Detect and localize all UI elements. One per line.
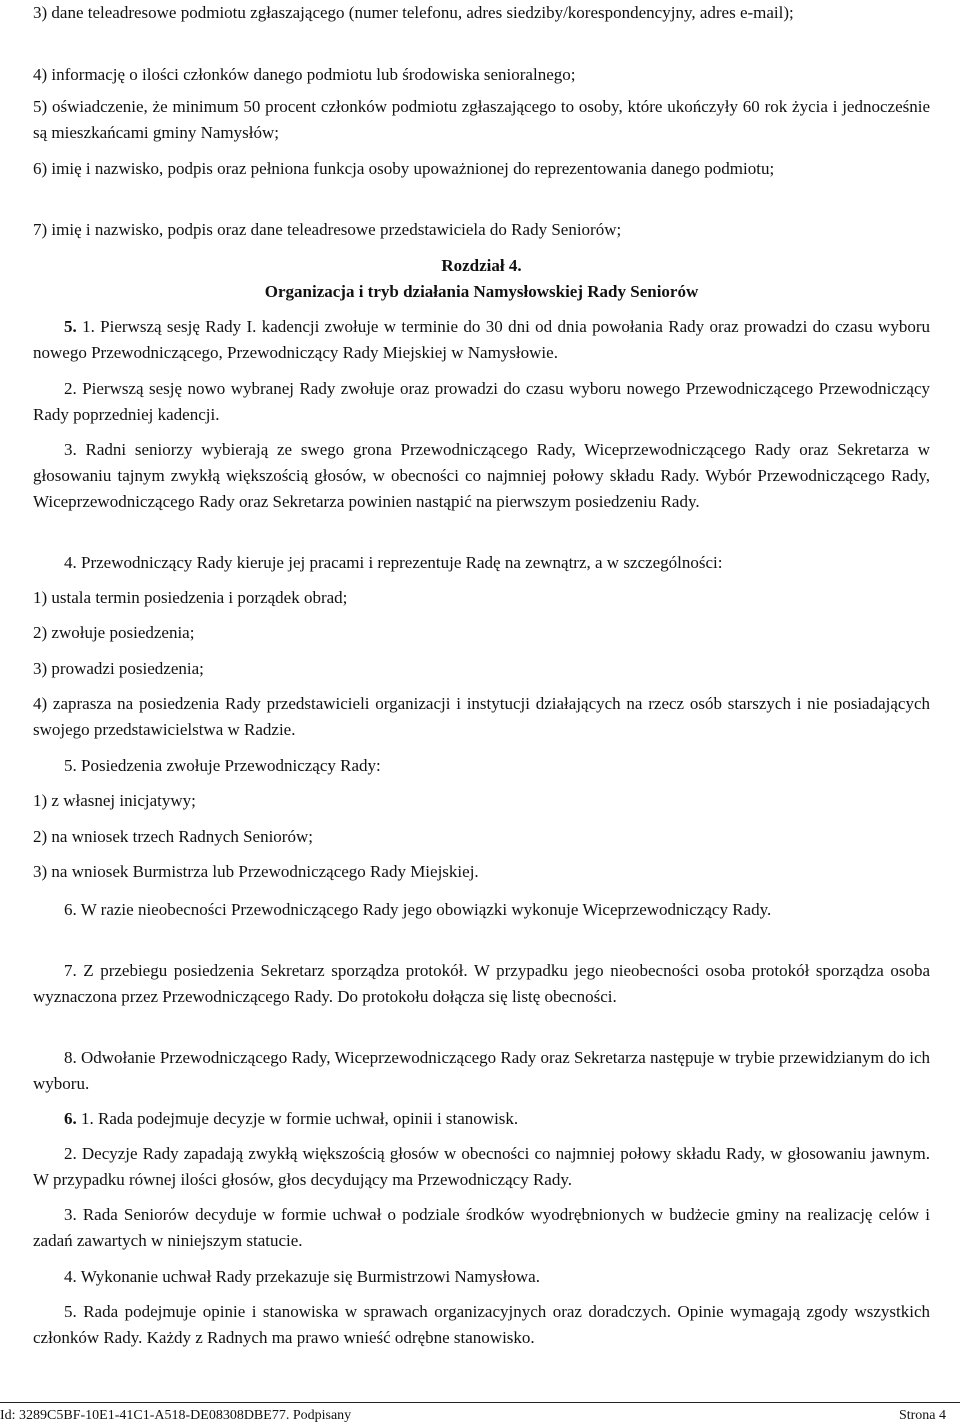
paragraph: 2. Pierwszą sesję nowo wybranej Rady zwołuje oraz prowadzi do czasu wyboru nowego Przewodniczącego Przewodniczący Rady poprzedniej kadencji. [33, 379, 930, 424]
paragraph: 6. W razie nieobecności Przewodniczącego Rady jego obowiązki wykonuje Wiceprzewodniczący Rady. [64, 900, 772, 919]
footer-divider [0, 1402, 960, 1403]
section-number: 5. [64, 317, 77, 336]
list-item: 1) ustala termin posiedzenia i porządek obrad; [33, 588, 348, 607]
paragraph: 4) informację o ilości członków danego podmiotu lub środowiska senioralnego; [33, 65, 576, 84]
paragraph: 2. Decyzje Rady zapadają zwykłą większością głosów w obecności co najmniej połowy składu Rady, w głosowaniu jawnym. W przypadku równej ilości głosów, głos decydujący ma Przewodniczący Rady. [33, 1144, 930, 1189]
list-item: 4) zaprasza na posiedzenia Rady przedstawicieli organizacji i instytucji działających na rzecz osób starszych i nie posiadających swojego przedstawicielstwa w Radzie. [33, 694, 930, 739]
paragraph [64, 1106, 518, 1132]
chapter-title: Organizacja i tryb działania Namysłowskiej Rady Seniorów [264, 282, 699, 301]
paragraph: 3) dane teleadresowe podmiotu zgłaszającego (numer telefonu, adres siedziby/korespondencyjny, adres e-mail); [33, 3, 794, 22]
page-number: Strona 4 [898, 1408, 946, 1423]
paragraph: 8. Odwołanie Przewodniczącego Rady, Wiceprzewodniczącego Rady oraz Sekretarza następuje w trybie przewidzianym do ich wyboru. [33, 1048, 930, 1093]
paragraph: 3. Radni seniorzy wybierają ze swego grona Przewodniczącego Rady, Wiceprzewodniczącego Rady oraz Sekretarza w głosowaniu tajnym zwykłą większością głosów, w obecności co najmniej połowy składu Rady. Wybór Przewodniczącego Rady, Wiceprzewodniczącego Rady oraz Sekretarza powinien nastąpić na pierwszym posiedzeniu Rady. [33, 440, 930, 511]
paragraph: 5. Rada podejmuje opinie i stanowiska w sprawach organizacyjnych oraz doradczych. Opinie wymagają zgody wszystkich członków Rady. Każdy z Radnych ma prawo wnieść odrębne stanowisko. [33, 1302, 930, 1347]
list-item: 3) prowadzi posiedzenia; [33, 659, 204, 678]
list-item: 2) zwołuje posiedzenia; [33, 623, 195, 642]
list-item: 2) na wniosek trzech Radnych Seniorów; [33, 827, 313, 846]
list-item: 3) na wniosek Burmistrza lub Przewodniczącego Rady Miejskiej. [33, 862, 479, 881]
list-item: 1) z własnej inicjatywy; [33, 791, 196, 810]
section-number: 6. [64, 1109, 77, 1128]
paragraph: 5) oświadczenie, że minimum 50 procent członków podmiotu zgłaszającego to osoby, które ukończyły 60 rok życia i jednocześnie są mieszkańcami gminy Namysłów; [33, 97, 930, 142]
paragraph: 5. Posiedzenia zwołuje Przewodniczący Rady: [64, 756, 381, 775]
paragraph: 4. Przewodniczący Rady kieruje jej pracami i reprezentuje Radę na zewnątrz, a w szczególności: [64, 553, 723, 572]
chapter-number: Rozdział 4. [441, 256, 522, 275]
paragraph-text: 1. Rada podejmuje decyzje w formie uchwał, opinii i stanowisk. [81, 1109, 519, 1128]
paragraph: 7. Z przebiegu posiedzenia Sekretarz sporządza protokół. W przypadku jego nieobecności osoba protokół sporządza osoba wyznaczona przez Przewodniczącego Rady. Do protokołu dołącza się listę obecności. [33, 961, 930, 1006]
paragraph: 3. Rada Seniorów decyduje w formie uchwał o podziale środków wyodrębnionych w budżecie gminy na realizację celów i zadań zawartych w niniejszym statucie. [33, 1205, 930, 1250]
paragraph [33, 314, 930, 366]
paragraph: 4. Wykonanie uchwał Rady przekazuje się Burmistrzowi Namysłowa. [64, 1267, 540, 1286]
paragraph-text: 1. Pierwszą sesję Rady I. kadencji zwołuje w terminie do 30 dni od dnia powołania Rady oraz prowadzi do czasu wyboru nowego Przewodniczącego, Przewodniczący Rady Miejskiej w Namysłowie. [33, 317, 930, 362]
document-id: Id: 3289C5BF-10E1-41C1-A518-DE08308DBE77. Podpisany [0, 1408, 352, 1423]
paragraph: 7) imię i nazwisko, podpis oraz dane teleadresowe przedstawiciela do Rady Seniorów; [33, 220, 622, 239]
paragraph: 6) imię i nazwisko, podpis oraz pełniona funkcja osoby upoważnionej do reprezentowania danego podmiotu; [33, 159, 775, 178]
